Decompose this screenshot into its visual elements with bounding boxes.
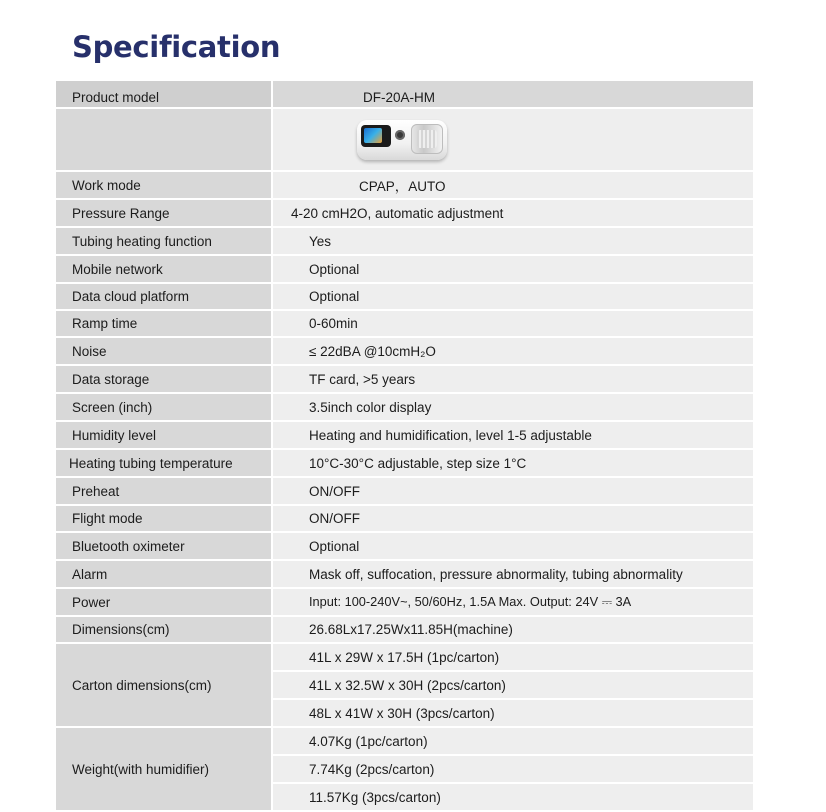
cpap-device-image [357,116,451,164]
spec-row-screen [56,393,753,421]
spec-value: Mask off, suffocation, pressure abnormality, tubing abnormality [272,560,753,588]
spec-row-ramp-time [56,310,753,337]
spec-row-humidity-level [56,421,753,449]
spec-value: 3.5inch color display [272,393,753,421]
spec-label: Carton dimensions(cm) [56,643,272,727]
spec-label: Mobile network [56,255,272,283]
spec-label: Tubing heating function [56,227,272,255]
spec-row-heating-tubing-temperature [56,449,753,477]
spec-label-empty [56,108,272,171]
spec-label: Preheat [56,477,272,505]
spec-value: 0-60min [272,310,753,337]
device-screen [361,125,391,147]
spec-value: 4.07Kg (1pc/carton) [272,727,753,755]
spec-row-dimensions [56,616,753,643]
spec-value: 48L x 41W x 30H (3pcs/carton) [272,699,753,727]
spec-label: Data cloud platform [56,283,272,310]
spec-label: Work mode [56,171,272,199]
spec-row-power [56,588,753,616]
spec-row-weight-1 [56,727,753,755]
spec-row-tubing-heating [56,227,753,255]
spec-row-product-image [56,108,753,171]
spec-label: Data storage [56,365,272,393]
spec-value: 7.74Kg (2pcs/carton) [272,755,753,783]
spec-value: 4-20 cmH2O, automatic adjustment [272,199,753,227]
spec-row-noise [56,337,753,365]
spec-label: Heating tubing temperature [56,449,272,477]
spec-value: DF-20A-HM [272,81,753,108]
spec-value: Heating and humidification, level 1-5 adjustable [272,421,753,449]
spec-value: 10°C-30°C adjustable, step size 1°C [272,449,753,477]
spec-row-work-mode [56,171,753,199]
spec-row-preheat [56,477,753,505]
spec-value: 41L x 32.5W x 30H (2pcs/carton) [272,671,753,699]
spec-value: TF card, >5 years [272,365,753,393]
spec-value: Optional [272,255,753,283]
spec-label: Power [56,588,272,616]
spec-value: ≤ 22dBA @10cmH₂O [272,337,753,365]
spec-label: Dimensions(cm) [56,616,272,643]
spec-value: CPAP，AUTO [272,171,753,199]
device-knob [395,130,405,140]
spec-label: Bluetooth oximeter [56,532,272,560]
spec-label: Weight(with humidifier) [56,727,272,811]
spec-row-carton-1 [56,643,753,671]
spec-row-pressure-range [56,199,753,227]
spec-label: Humidity level [56,421,272,449]
spec-value: Optional [272,532,753,560]
spec-value: Input: 100-240V~, 50/60Hz, 1.5A Max. Output: 24V ⎓ 3A [272,588,753,616]
spec-label: Alarm [56,560,272,588]
spec-row-data-cloud [56,283,753,310]
spec-row-alarm [56,560,753,588]
spec-row-flight-mode [56,505,753,532]
spec-row-data-storage [56,365,753,393]
spec-value: ON/OFF [272,505,753,532]
spec-label: Ramp time [56,310,272,337]
spec-label: Flight mode [56,505,272,532]
spec-row-bluetooth-oximeter [56,532,753,560]
humidifier-tank [411,124,443,154]
spec-value: ON/OFF [272,477,753,505]
spec-value: 26.68Lx17.25Wx11.85H(machine) [272,616,753,643]
specification-table [56,81,753,812]
spec-label: Pressure Range [56,199,272,227]
spec-value: Optional [272,283,753,310]
spec-value: 41L x 29W x 17.5H (1pc/carton) [272,643,753,671]
spec-label: Screen (inch) [56,393,272,421]
spec-image-cell [272,108,753,171]
spec-value: Yes [272,227,753,255]
spec-label: Product model [56,81,272,108]
spec-value: 11.57Kg (3pcs/carton) [272,783,753,811]
page-title: Specification [72,30,281,64]
spec-label: Noise [56,337,272,365]
spec-row-mobile-network [56,255,753,283]
spec-row-product-model [56,81,753,108]
